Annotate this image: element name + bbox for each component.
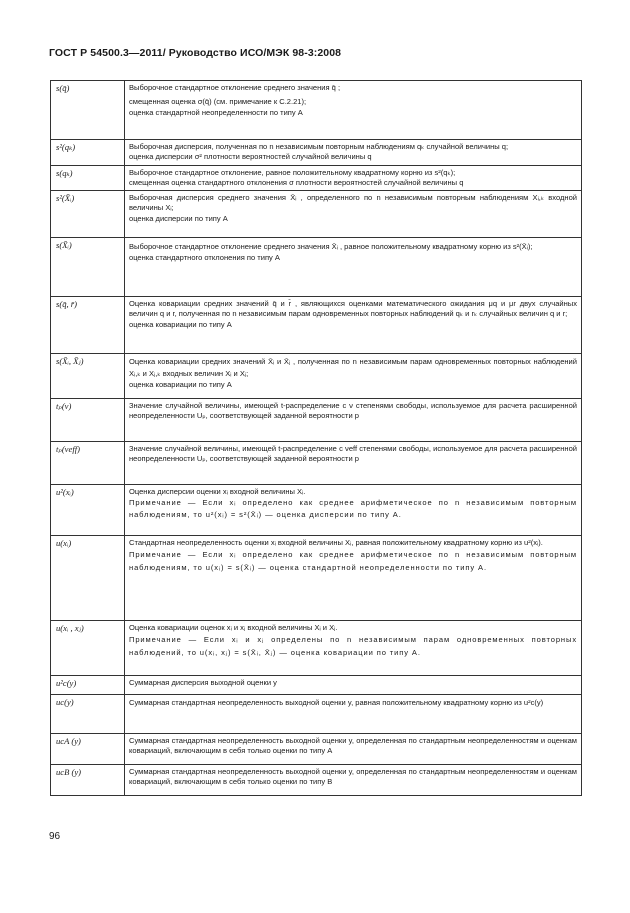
note-line: Примечание — Если xᵢ и xⱼ определены по n независимым парам одновременных повторных наблюдений, то u(xᵢ, xⱼ) = s(X̄ᵢ, X̄ⱼ) — оценка ковариации по типу А.	[129, 635, 577, 658]
description-line: оценка стандартного отклонения по типу А	[129, 253, 280, 263]
symbol-cell: tₚ(νeff)	[51, 442, 125, 485]
description-line: Оценка ковариации средних значений X̄ᵢ и X̄ⱼ , полученная по n независимым парам одновременных повторных наблюдений Xᵢ,ₖ и Xⱼ,ₖ входных величин Xᵢ и Xⱼ;	[129, 357, 577, 379]
description-line: оценка ковариации по типу А	[129, 380, 232, 390]
table-row	[51, 695, 582, 734]
description-line: Выборочное стандартное отклонение, равное положительному квадратному корню из s²(qₖ);	[129, 167, 456, 177]
table-row	[51, 485, 582, 536]
description-line: Оценка дисперсии оценки xᵢ входной величины Xᵢ.	[129, 487, 306, 497]
symbol-cell: s(q̄)	[51, 81, 125, 140]
symbol-cell: ucB (y)	[51, 765, 125, 796]
table-row	[51, 765, 582, 796]
description-cell	[125, 165, 582, 191]
symbol-cell: s²(X̄ᵢ)	[51, 191, 125, 238]
description-line: Значение случайной величины, имеющей t-распределение с ν степенями свободы, используемое для расчета расширенной неопределенности Uₚ, соответствующей заданной вероятности p	[129, 401, 577, 421]
description-cell	[125, 695, 582, 734]
symbol-cell: u²(xᵢ)	[51, 485, 125, 536]
symbol-cell: u²c(y)	[51, 676, 125, 695]
description-cell	[125, 734, 582, 765]
description-cell	[125, 399, 582, 442]
description-line: Суммарная дисперсия выходной оценки y	[129, 678, 277, 688]
description-line: Оценка ковариации средних значений q̄ и r̄ , являющихся оценками математического ожидания μq и μr двух случайных величин q и r, полученная по n независимым парам одновременных повторных наблюдений qₖ и rₖ случайных величин q и r;	[129, 299, 577, 319]
description-cell	[125, 676, 582, 695]
description-cell	[125, 485, 582, 536]
description-cell	[125, 765, 582, 796]
description-cell	[125, 354, 582, 399]
description-line: Выборочная дисперсия, полученная по n независимым повторным наблюдениям qₖ случайной величины q;	[129, 142, 509, 151]
table-row	[51, 140, 582, 166]
description-line: Стандартная неопределенность оценки xᵢ входной величины Xᵢ, равная положительному квадратному корню из u²(xᵢ).	[129, 538, 543, 548]
description-cell	[125, 140, 582, 166]
description-line: Оценка ковариации оценок xᵢ и xⱼ входной величины Xᵢ и Xⱼ.	[129, 623, 338, 633]
page-header: ГОСТ Р 54500.3—2011/ Руководство ИСО/МЭК 98-3:2008	[49, 47, 342, 59]
table-row	[51, 297, 582, 354]
note-line: Примечание — Если xᵢ определено как среднее арифметическое по n независимым повторным наблюдениям, то u²(xᵢ) = s²(X̄ᵢ) — оценка дисперсии по типу А.	[129, 498, 577, 520]
table-row	[51, 442, 582, 485]
symbol-cell: ucA (y)	[51, 734, 125, 765]
description-cell	[125, 191, 582, 238]
description-line: Выборочная дисперсия среднего значения X̄ᵢ , определенного по n независимым повторным наблюдениям Xᵢ,ₖ входной величины Xᵢ;	[129, 193, 577, 213]
symbols-table	[50, 80, 582, 796]
symbol-cell: u(xᵢ)	[51, 536, 125, 621]
table-row	[51, 399, 582, 442]
description-cell	[125, 621, 582, 676]
description-line: Выборочное стандартное отклонение среднего значения q̄ ;	[129, 83, 341, 92]
table-row	[51, 81, 582, 140]
description-line: Значение случайной величины, имеющей t-распределение с νeff степенями свободы, используемое для расчета расширенной неопределенности Uₚ, соответствующей заданной вероятности p	[129, 444, 577, 464]
description-cell	[125, 297, 582, 354]
description-cell	[125, 81, 582, 140]
symbol-cell: s²(qₖ)	[51, 140, 125, 166]
table-row	[51, 165, 582, 191]
description-cell	[125, 238, 582, 297]
symbol-cell: s(X̄ᵢ, X̄ⱼ)	[51, 354, 125, 399]
symbol-cell: tₚ(ν)	[51, 399, 125, 442]
description-line: оценка ковариации по типу А	[129, 319, 232, 329]
description-line: Выборочное стандартное отклонение среднего значения X̄ᵢ , равное положительному квадратному корню из s²(X̄ᵢ);	[129, 242, 533, 252]
description-line: Суммарная стандартная неопределенность выходной оценки y, равная положительному квадратному корню из u²c(y)	[129, 698, 544, 708]
table-row	[51, 238, 582, 297]
page-number: 96	[49, 831, 61, 842]
table-row	[51, 621, 582, 676]
description-line: Суммарная стандартная неопределенность выходной оценки y, определенная по стандартным неопределенностям и оценкам ковариаций, включающим в себя только оценки по типу В	[129, 767, 577, 787]
symbol-cell: u(xᵢ , xⱼ)	[51, 621, 125, 676]
symbol-cell: s(X̄ᵢ)	[51, 238, 125, 297]
table-row	[51, 354, 582, 399]
description-line: смещенная оценка стандартного отклонения σ плотности вероятностей случайной величины q	[129, 177, 464, 187]
description-line: оценка стандартной неопределенности по типу А	[129, 107, 303, 117]
symbol-cell: uc(y)	[51, 695, 125, 734]
note-line: Примечание — Если xᵢ определено как среднее арифметическое по n независимым повторным наблюдениям, то u(xᵢ) = s(X̄ᵢ) — оценка стандартной неопределенности по типу А.	[129, 550, 577, 573]
description-cell	[125, 536, 582, 621]
description-line: оценка дисперсии по типу А	[129, 213, 228, 223]
description-cell	[125, 442, 582, 485]
symbol-cell: s(q̄, r̄)	[51, 297, 125, 354]
description-line: Суммарная стандартная неопределенность выходной оценки y, определенная по стандартным неопределенностям и оценкам ковариаций, включающим в себя только оценки по типу А	[129, 736, 577, 756]
description-line: смещенная оценка σ(q̄) (см. примечание к С.2.21);	[129, 97, 307, 107]
symbol-cell: s(qₖ)	[51, 165, 125, 191]
table-row	[51, 676, 582, 695]
table-row	[51, 191, 582, 238]
table-row	[51, 734, 582, 765]
description-line: оценка дисперсии σ² плотности вероятностей случайной величины q	[129, 152, 372, 162]
table-row	[51, 536, 582, 621]
